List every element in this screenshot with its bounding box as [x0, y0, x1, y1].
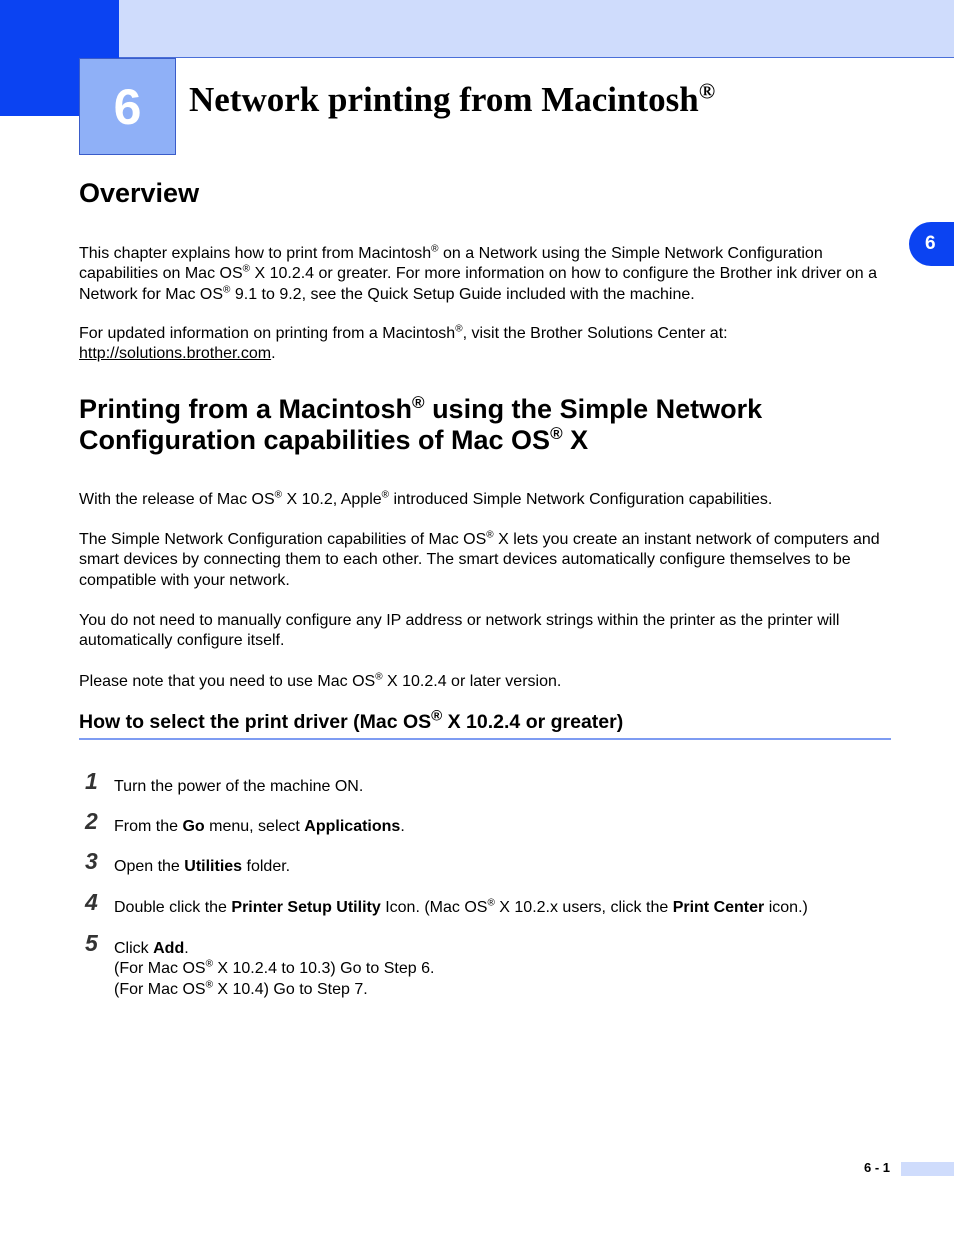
section-paragraph-4: Please note that you need to use Mac OS® X 10.2.4 or later version.	[79, 671, 562, 690]
section-paragraph-2: The Simple Network Configuration capabilities of Mac OS® X lets you create an instant network of computers and smart devices by connecting them to each other. The smart devices automatically configure themselves to be compatible with your network.	[79, 529, 880, 589]
chapter-number: 6	[113, 78, 142, 135]
overview-heading: Overview	[79, 178, 200, 208]
step-number: 5	[85, 930, 98, 956]
section-paragraph-1: With the release of Mac OS® X 10.2, Apple® introduced Simple Network Configuration capabilities.	[79, 489, 773, 508]
chapter-number-box	[79, 58, 176, 155]
chapter-title: Network printing from Macintosh®	[189, 78, 716, 119]
step-text: From the Go menu, select Applications.	[114, 818, 405, 835]
chapter-side-tab[interactable]: 6	[909, 222, 954, 266]
overview-paragraph-1: This chapter explains how to print from Macintosh® on a Network using the Simple Network Configuration capabilities on Mac OS® X 10.2.4 or greater. For more information on how to configure the Brother ink driver on a Network for Mac OS® 9.1 to 9.2, see the Quick Setup Guide included with the machine.	[79, 243, 878, 303]
section-heading: Printing from a Macintosh® using the Simple Network Configuration capabilities of Mac OS® X	[79, 393, 763, 455]
step-text: Turn the power of the machine ON.	[114, 778, 364, 795]
header-rule	[119, 57, 954, 58]
overview-paragraph-2: For updated information on printing from a Macintosh®, visit the Brother Solutions Center at: http://solutions.brother.com.	[79, 323, 728, 363]
step-text: Double click the Printer Setup Utility Icon. (Mac OS® X 10.2.x users, click the Print Center icon.)	[114, 897, 808, 916]
solutions-center-link[interactable]: http://solutions.brother.com	[79, 345, 272, 363]
subsection-heading: How to select the print driver (Mac OS® X 10.2.4 or greater)	[79, 711, 891, 740]
footer-bar	[901, 1162, 954, 1176]
section-paragraph-3: You do not need to manually configure any IP address or network strings within the printer as the printer will automatically configure itself.	[79, 612, 840, 650]
step-number: 4	[85, 889, 98, 915]
step-number: 3	[85, 848, 98, 874]
step-number: 2	[85, 808, 98, 834]
step-text: Open the Utilities folder.	[114, 858, 291, 875]
page-number: 6 - 1	[864, 1160, 891, 1175]
step-number: 1	[85, 768, 98, 794]
header-band	[0, 0, 954, 58]
step-text: Click Add. (For Mac OS® X 10.2.4 to 10.3) Go to Step 6. (For Mac OS® X 10.4) Go to Step 7.	[114, 940, 435, 998]
